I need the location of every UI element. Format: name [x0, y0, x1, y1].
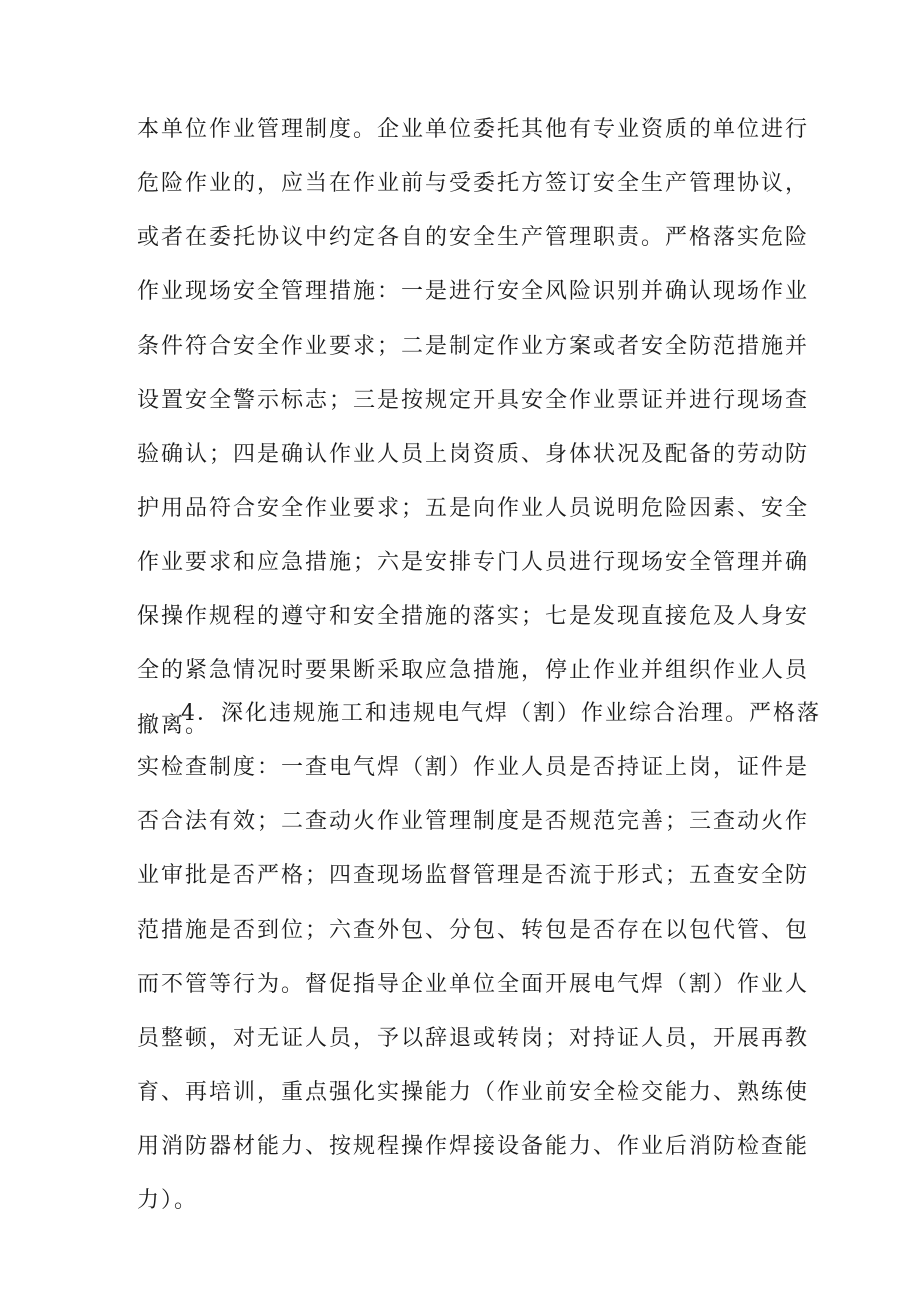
paragraph-4	[137, 687, 821, 1228]
paragraph-line: 作业现场安全管理措施：一是进行安全风险识别并确认现场作业	[137, 279, 810, 305]
paragraph-line: 条件符合安全作业要求；二是制定作业方案或者安全防范措施并	[137, 333, 810, 359]
paragraph-line: 用消防器材能力、按规程操作焊接设备能力、作业后消防检查能	[137, 1134, 810, 1160]
paragraph-line: 力）。	[137, 1188, 199, 1214]
paragraph-line: 否合法有效；二查动火作业管理制度是否规范完善；三查动火作	[137, 809, 810, 835]
paragraph-line: 护用品符合安全作业要求；五是向作业人员说明危险因素、安全	[137, 495, 810, 521]
paragraph-line: 育、再培训，重点强化实操能力（作业前安全检交能力、熟练使	[137, 1079, 810, 1105]
paragraph-line: 而不管等行为。督促指导企业单位全面开展电气焊（割）作业人	[137, 971, 810, 997]
paragraph-line: 范措施是否到位；六查外包、分包、转包是否存在以包代管、包	[137, 917, 810, 943]
paragraph-line: 保操作规程的遵守和安全措施的落实；七是发现直接危及人身安	[137, 604, 810, 630]
paragraph-line: 业审批是否严格；四查现场监督管理是否流于形式；五查安全防	[137, 863, 810, 889]
paragraph-heading-line: 4．深化违规施工和违规电气焊（割）作业综合治理。严格落	[181, 701, 821, 726]
paragraph-line: 实检查制度：一查电气焊（割）作业人员是否持证上岗，证件是	[137, 755, 810, 781]
paragraph-3	[137, 103, 821, 753]
paragraph-line: 作业要求和应急措施；六是安排专门人员进行现场安全管理并确	[137, 550, 810, 576]
paragraph-line: 员整顿，对无证人员，予以辞退或转岗；对持证人员，开展再教	[137, 1025, 810, 1051]
paragraph-line: 撤离。	[137, 712, 210, 738]
paragraph-line: 全的紧急情况时要果断采取应急措施，停止作业并组织作业人员	[137, 658, 810, 684]
paragraph-line: 验确认；四是确认作业人员上岗资质、身体状况及配备的劳动防	[137, 441, 810, 467]
paragraph-line: 设置安全警示标志；三是按规定开具安全作业票证并进行现场查	[137, 387, 810, 413]
paragraph-line: 或者在委托协议中约定各自的安全生产管理职责。严格落实危险	[137, 225, 810, 251]
paragraph-line: 危险作业的，应当在作业前与受委托方签订安全生产管理协议，	[137, 171, 810, 197]
paragraph-line: 本单位作业管理制度。企业单位委托其他有专业资质的单位进行	[137, 117, 810, 142]
